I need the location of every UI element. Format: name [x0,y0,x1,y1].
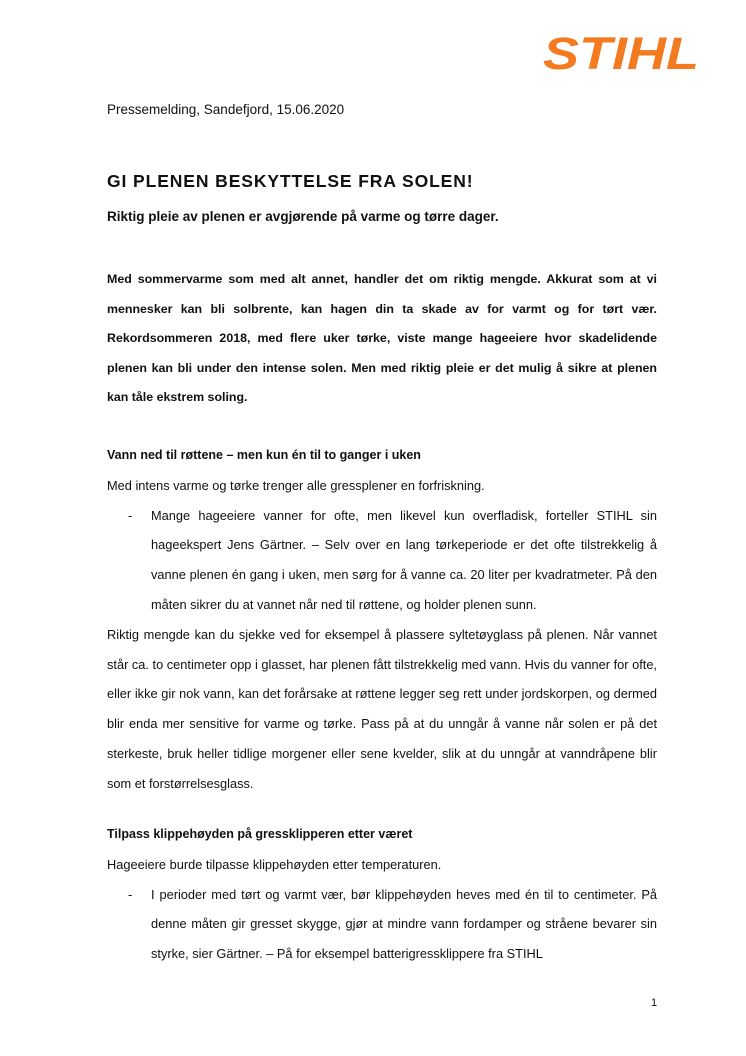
bullet-item-watering [107,501,657,620]
page-number: 1 [651,997,658,1009]
stihl-logo-mark [543,34,701,74]
section-intro-mowing: Hageeiere burde tilpasse klippehøyden etter temperaturen. [107,856,442,872]
section-intro-watering: Med intens varme og tørke trenger alle gressplener en forfriskning. [107,477,485,493]
paragraph-watering: Riktig mengde kan du sjekke ved for eksempel å plassere syltetøyglass på plenen. Når vannet står ca. to centimeter opp i glasset, har plenen fått tilstrekkelig med vann. Hvis du vanner for ofte, eller ikke gir nok vann, kan det forårsake at røttene legger seg rett under jordskorpen, og dermed blir enda mer sensitive for varme og tørke. Pass på at du unngår å vanne når solen er på det sterkeste, bruk heller tidlige morgener eller sene kvelder, slik at du unngår at vanndråpene blir som et forstørrelsesglass. [107,626,657,791]
lead-paragraph: Med sommervarme som med alt annet, handler det om riktig mengde. Akkurat som at vi mennesker kan bli solbrente, kan hagen din ta skade av for varmt og for tørt vær. Rekordsommeren 2018, med flere uker tørke, viste mange hageeiere hvor skadelidende plenen kan bli under den intense solen. Men med riktig pleie er det mulig å sikre at plenen kan tåle ekstrem soling. [107,272,657,404]
page-subtitle: Riktig pleie av plenen er avgjørende på varme og tørre dager. [107,209,499,224]
bullet-text-mowing: I perioder med tørt og varmt vær, bør klippehøyden heves med én til to centimeter. På denne måten gir gresset skygge, gjør at mindre vann fordamper og stråene bevarer sin styrke, sier Gärtner. – På for eksempel batterigressklippere fra STIHL [151,886,657,962]
dateline: Pressemelding, Sandefjord, 15.06.2020 [107,102,345,117]
bullet-text-watering: Mange hageeiere vanner for ofte, men likevel kun overfladisk, forteller STIHL sin hageekspert Jens Gärtner. – Selv over en lang tørkeperiode er det ofte tilstrekkelig å vanne plenen én gang i uken, men sørg for å vanne ca. 20 liter per kvadratmeter. På den måten sikrer du at vannet når ned til røttene, og holder plenen sunn. [151,507,657,612]
section-watering [107,441,657,799]
stihl-logo [543,34,701,74]
page-title: GI PLENEN BESKYTTELSE FRA SOLEN! [107,171,474,191]
section-mowing-height [107,820,657,969]
bullet-item-mowing [107,880,657,969]
section-heading-mowing: Tilpass klippehøyden på gressklipperen etter været [107,827,413,841]
stihl-logo-text: STIHL [543,34,699,74]
bullet-dash: - [128,507,133,523]
bullet-dash: - [128,886,133,902]
section-heading-watering: Vann ned til røttene – men kun én til to ganger i uken [107,448,421,462]
